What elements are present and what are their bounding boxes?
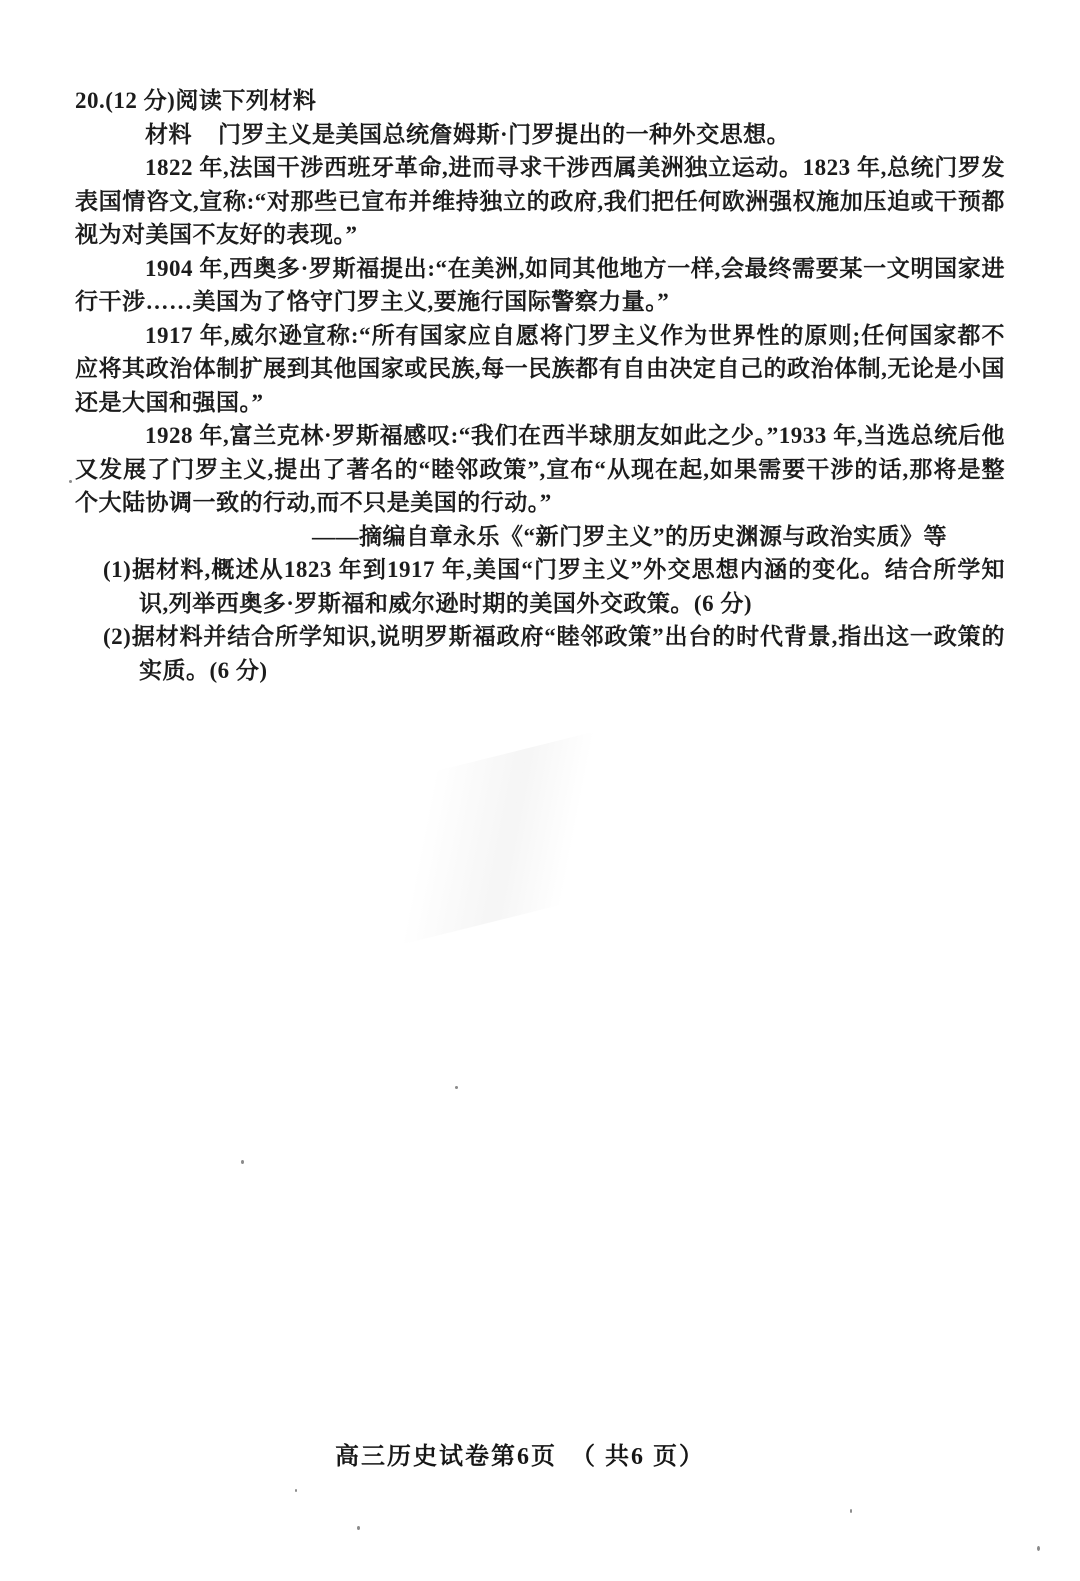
scan-speck (295, 1489, 297, 1492)
material-paragraph-1904: 1904 年,西奥多·罗斯福提出:“在美洲,如同其他地方一样,会最终需要某一文明国家进行干涉……美国为了恪守门罗主义,要施行国际警察力量。” (75, 255, 1005, 314)
scan-speck (69, 480, 72, 483)
sub-question-2: (2)据材料并结合所学知识,说明罗斯福政府“睦邻政策”出台的时代背景,指出这一政策的实质。(6 分) (103, 624, 1005, 683)
page-footer: 高三历史试卷第6页 （ 共6 页） (335, 1444, 705, 1470)
material-paragraph-1928: 1928 年,富兰克林·罗斯福感叹:“我们在西半球朋友如此之少。”1933 年,当选总统后他又发展了门罗主义,提出了著名的“睦邻政策”,宣布“从现在起,如果需要干涉的话,那将是整个大陆协调一致的行动,而不只是美国的行动。” (75, 423, 1005, 515)
material-label: 材料 (145, 121, 192, 147)
material-intro-text: 门罗主义是美国总统詹姆斯·门罗提出的一种外交思想。 (218, 121, 791, 147)
sub-question-1: (1)据材料,概述从1823 年到1917 年,美国“门罗主义”外交思想内涵的变化。结合所学知识,列举西奥多·罗斯福和威尔逊时期的美国外交政策。(6 分) (103, 557, 1005, 616)
material-paragraph-1822: 1822 年,法国干涉西班牙革命,进而寻求干涉西属美洲独立运动。1823 年,总统门罗发表国情咨文,宣称:“对那些已宣布并维持独立的政府,我们把任何欧洲强权施加压迫或干预都视为对美国不友好的表现。” (75, 155, 1005, 247)
scan-speck (455, 1086, 458, 1089)
source-attribution: ——摘编自章永乐《“新门罗主义”的历史渊源与政治实质》等 (312, 523, 947, 549)
scan-smudge-artifact (306, 721, 675, 959)
scan-speck (850, 1509, 852, 1513)
scan-speck (1037, 1546, 1040, 1551)
material-paragraph-1917: 1917 年,威尔逊宣称:“所有国家应自愿将门罗主义作为世界性的原则;任何国家都不应将其政治体制扩展到其他国家或民族,每一民族都有自由决定自己的政治体制,无论是小国还是大国和强国。” (75, 322, 1005, 415)
material-intro-line (75, 118, 1005, 152)
scan-speck (357, 1526, 360, 1530)
scan-speck (241, 1160, 244, 1164)
question-20-block (75, 84, 1005, 687)
question-20-heading: 20.(12 分)阅读下列材料 (75, 88, 317, 113)
